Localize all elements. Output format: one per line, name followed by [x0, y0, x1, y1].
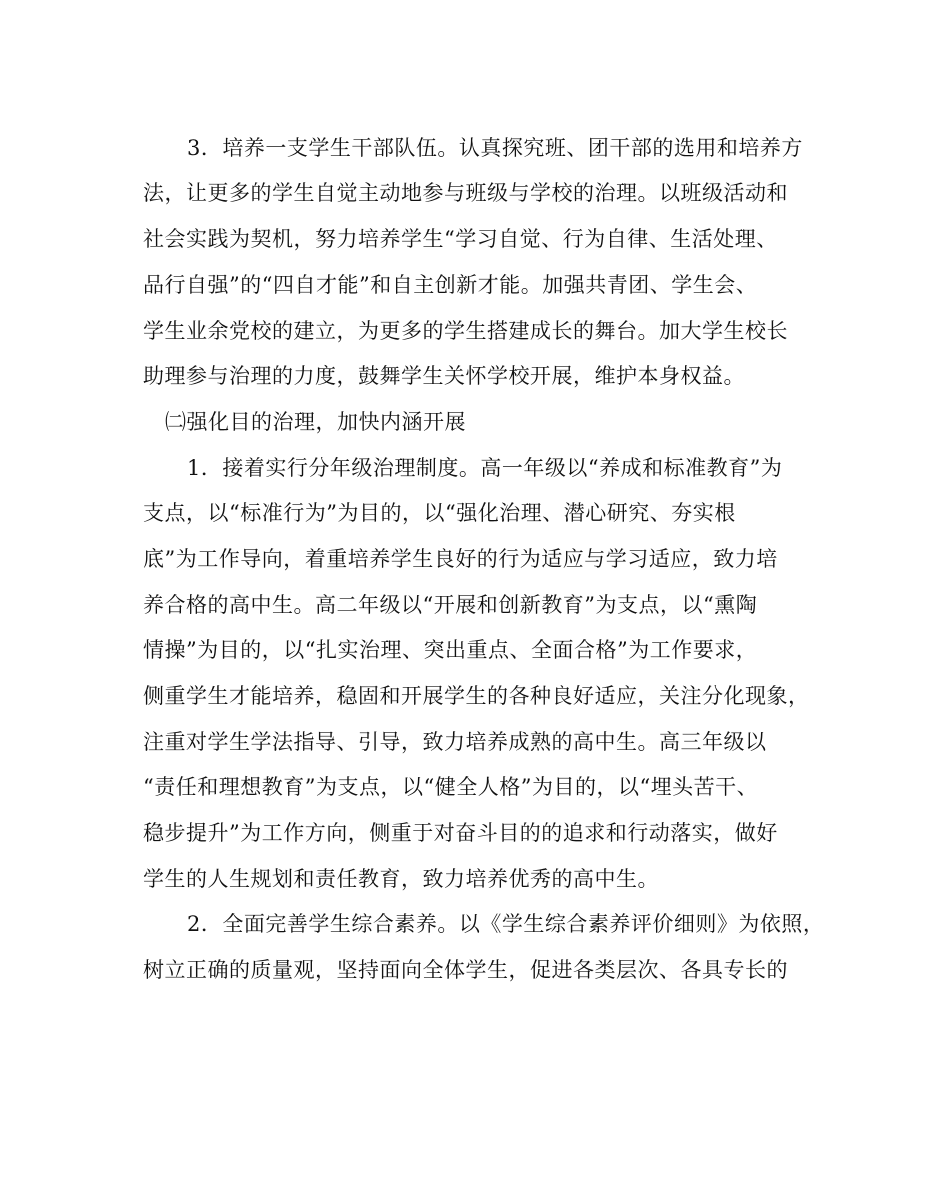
paragraph-line: 1．接着实行分年级治理制度。高一年级以“养成和标准教育”为: [187, 456, 783, 480]
paragraph-line: 学生业余党校的建立，为更多的学生搭建成长的舞台。加大学生校长: [143, 319, 788, 343]
paragraph-line: 情操”为目的，以“扎实治理、突出重点、全面合格”为工作要求，: [143, 638, 758, 662]
paragraph-line: 3．培养一支学生干部队伍。认真探究班、团干部的选用和培养方: [187, 136, 803, 160]
paragraph-line: 品行自强”的“四自才能”和自主创新才能。加强共青团、学生会、: [143, 273, 758, 297]
paragraph-line: “责任和理想教育”为支点，以“健全人格”为目的，以“埋头苦干、: [143, 775, 759, 799]
paragraph-line: 稳步提升”为工作方向，侧重于对奋斗目的的追求和行动落实，做好: [143, 821, 778, 845]
section-heading: ㈡强化目的治理，加快内涵开展: [165, 410, 466, 434]
paragraph-line: 树立正确的质量观，坚持面向全体学生，促进各类层次、各具专长的: [143, 958, 788, 982]
paragraph-line: 侧重学生才能培养，稳固和开展学生的各种良好适应，关注分化现象，: [143, 684, 810, 708]
paragraph-line: 学生的人生规划和责任教育，致力培养优秀的高中生。: [143, 867, 659, 891]
paragraph-line: 法，让更多的学生自觉主动地参与班级与学校的治理。以班级活动和: [143, 181, 788, 205]
paragraph-line: 助理参与治理的力度，鼓舞学生关怀学校开展，维护本身权益。: [143, 364, 745, 388]
paragraph-line: 2．全面完善学生综合素养。以《学生综合素养评价细则》为依照，: [187, 912, 825, 936]
paragraph-line: 支点，以“标准行为”为目的，以“强化治理、潜心研究、夯实根: [143, 501, 736, 525]
paragraph-line: 养合格的高中生。高二年级以“开展和创新教育”为支点，以“熏陶: [143, 593, 758, 617]
paragraph-line: 社会实践为契机，努力培养学生“学习自觉、行为自律、生活处理、: [143, 227, 778, 251]
paragraph-line: 底”为工作导向，着重培养学生良好的行为适应与学习适应，致力培: [143, 547, 778, 571]
paragraph-line: 注重对学生学法指导、引导，致力培养成熟的高中生。高三年级以: [143, 730, 767, 754]
